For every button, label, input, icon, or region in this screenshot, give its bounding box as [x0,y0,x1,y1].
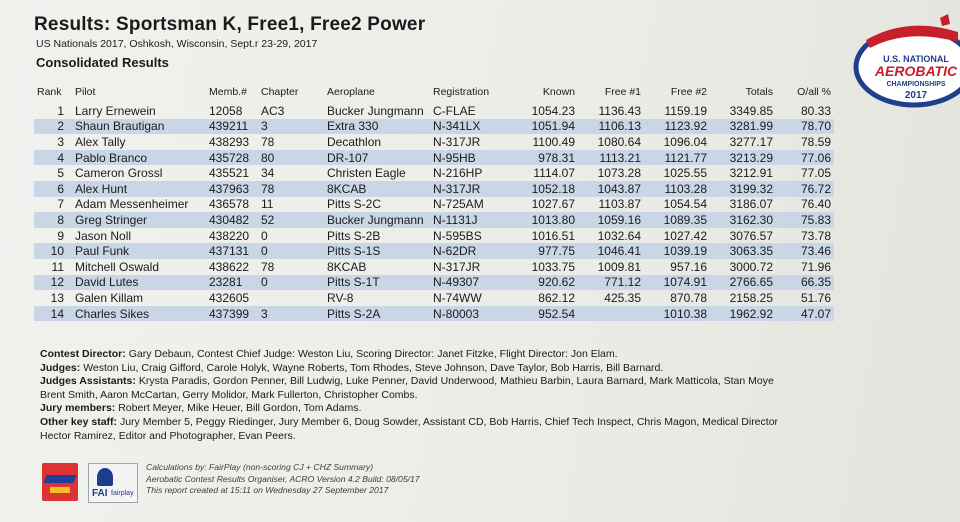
cell-rank: 14 [34,306,72,322]
cell-free1: 1106.13 [578,119,644,135]
cell-aeroplane: RV-8 [327,290,354,305]
cell-memb: 436578 [209,197,250,212]
table-row [34,165,834,181]
cell-rank: 10 [34,243,72,259]
cell-registration: N-74WW [433,290,482,305]
table-row [34,119,834,135]
cell-free2: 1010.38 [644,306,710,322]
cell-rank: 7 [57,197,64,212]
cell-free1 [578,306,644,322]
cell-pilot: David Lutes [72,275,206,291]
cell-memb: 23281 [206,275,258,291]
cell-registration: N-1131J [430,212,512,228]
col-known: Known [542,86,575,98]
cell-pilot: Galen Killam [75,290,144,305]
cell-totals: 2766.65 [710,275,776,291]
calc-line-2: Aerobatic Contest Results Organiser, ACRO Version 4.2 Build: 08/05/17 [146,473,420,484]
calc-line-3: This report created at 15:11 on Wednesday 27 September 2017 [146,485,389,495]
cell-aeroplane: Bucker Jungmann [324,212,430,228]
cell-known: 1033.75 [531,259,575,274]
cell-registration: N-341LX [430,119,512,135]
col-free2: Free #2 [670,86,707,98]
fai-fairplay-logo-icon [88,463,138,503]
fairplay-text: fairplay [111,490,134,497]
cell-rank: 11 [51,259,64,274]
table-row [34,150,834,166]
cell-known: 1027.67 [531,197,575,212]
cell-free1: 1080.64 [597,134,641,149]
table-row [34,243,834,259]
cell-registration: N-317JR [430,181,512,197]
cell-totals: 3281.99 [710,119,776,135]
logo-line1: U.S. NATIONAL [883,54,949,64]
cell-known: 1054.23 [531,103,575,118]
logo-line2: AEROBATIC [874,63,958,79]
us-nationals-logo [848,12,960,112]
cell-overall: 73.78 [800,228,831,243]
cell-pilot: Mitchell Oswald [75,259,160,274]
cell-overall: 80.33 [800,103,831,118]
cell-registration: N-595BS [433,228,482,243]
cell-registration: N-317JR [433,259,481,274]
cell-free2: 957.16 [670,259,707,274]
cell-aeroplane: Extra 330 [324,119,430,135]
cell-pilot: Jason Noll [75,228,132,243]
cell-memb: 432605 [209,290,250,305]
cell-aeroplane: DR-107 [324,150,430,166]
fai-text: FAI [92,488,108,499]
cell-pilot: Larry Ernewein [75,103,156,118]
table-row [34,197,834,213]
cell-chapter [258,290,324,306]
other-staff-cont-line: Hector Ramirez, Editor and Photographer, Evan Peers. [40,429,296,442]
cell-registration: N-725AM [433,197,484,212]
cell-memb: 430482 [206,212,258,228]
cell-memb: 439211 [206,119,258,135]
other-staff-label: Other key staff: [40,415,118,428]
cell-registration: N-62DR [430,243,512,259]
cell-memb: 435728 [206,150,258,166]
cell-free1: 1073.28 [597,166,641,181]
officials-footer [40,348,840,443]
cell-pilot: Charles Sikes [72,306,206,322]
cell-registration: N-80003 [430,306,512,322]
cell-overall: 51.76 [800,290,831,305]
cell-totals: 3076.57 [729,228,773,243]
cell-totals: 3349.85 [729,103,773,118]
cell-rank: 2 [34,119,72,135]
cell-memb: 12058 [209,103,243,118]
cell-free1: 1032.64 [597,228,641,243]
cell-overall: 66.35 [776,275,834,291]
cell-free1: 1103.87 [598,197,641,212]
judges-assistants-value: Krysta Paradis, Gordon Penner, Bill Ludwig, Luke Penner, David Underwood, Mathieu Barbin, Laura Barnard, Mark Matticola, Stan Moye [138,375,774,388]
cell-known: 952.54 [512,306,578,322]
cell-known: 1114.07 [533,166,575,181]
cell-free1: 1043.87 [578,181,644,197]
cell-chapter: 78 [258,181,324,197]
judges-label: Judges: [40,361,81,374]
cell-totals: 1962.92 [710,306,776,322]
col-overall: O/all % [797,86,831,98]
logo-line4: 2017 [904,90,928,101]
cell-totals: 3212.91 [729,166,773,181]
cell-overall: 73.46 [776,243,834,259]
cell-free2: 1025.55 [663,166,707,181]
cell-free1: 1046.41 [578,243,644,259]
contest-director-line [40,348,840,362]
contest-director-value: Gary Debaun, Contest Chief Judge: Weston Liu, Scoring Director: Janet Fitzke, Flight Director: Jon Elam. [128,348,618,360]
cell-free1: 425.35 [604,290,641,305]
cell-pilot: Shaun Brautigan [72,119,206,135]
contest-director-label: Contest Director: [40,348,126,360]
cell-memb: 437131 [206,243,258,259]
cell-chapter: 3 [258,306,324,322]
cell-totals: 3063.35 [710,243,776,259]
event-subtitle: US Nationals 2017, Oshkosh, Wisconsin, Sept.r 23-29, 2017 [36,38,318,50]
cell-rank: 13 [50,290,64,305]
cell-aeroplane: Decathlon [327,134,382,149]
table-row [34,306,834,322]
cell-pilot: Alex Hunt [72,181,206,197]
cell-overall: 78.59 [800,134,831,149]
cell-aeroplane: Pitts S-2B [327,228,381,243]
table-row [34,212,834,228]
other-staff-value: Jury Member 5, Peggy Riedinger, Jury Member 6, Doug Sowder, Assistant CD, Bob Harris, Chief Tech Inspect, Chris Magon, Medical Director [119,415,779,428]
cell-chapter: 0 [258,275,324,291]
col-memb: Memb.# [209,86,247,98]
acro-logo-icon [42,463,78,501]
cell-free2: 1074.91 [644,275,710,291]
cell-aeroplane: 8KCAB [324,181,430,197]
jury-line [40,402,840,416]
cell-free1: 1113.21 [578,150,644,166]
cell-known: 1052.18 [512,181,578,197]
cell-free2: 1096.04 [663,134,707,149]
other-staff-line [40,416,840,430]
cell-free2: 1159.19 [664,103,707,118]
cell-overall: 78.70 [776,119,834,135]
cell-chapter: 52 [258,212,324,228]
cell-free2: 1123.92 [644,119,710,135]
cell-overall: 77.06 [776,150,834,166]
cell-memb: 437399 [206,306,258,322]
col-registration: Registration [433,86,490,98]
cell-chapter: 34 [261,166,275,181]
cell-overall: 71.96 [800,259,831,274]
judges-assistants-label: Judges Assistants: [40,375,136,388]
cell-chapter: 0 [261,228,268,243]
cell-totals: 3213.29 [710,150,776,166]
cell-pilot: Greg Stringer [72,212,206,228]
calculation-credits [146,462,420,497]
cell-totals: 3162.30 [710,212,776,228]
cell-chapter: 0 [258,243,324,259]
cell-rank: 5 [57,166,64,181]
cell-aeroplane: Bucker Jungmann [327,103,424,118]
judges-assistants-cont-line: Brent Smith, Aaron McCartan, Gerry Molidor, Mark Fullerton, Christopher Combs. [40,388,418,401]
cell-aeroplane: Pitts S-2A [324,306,430,322]
cell-overall: 76.40 [800,197,831,212]
cell-registration: N-216HP [433,166,483,181]
cell-rank: 9 [57,228,64,243]
calc-line-1: Calculations by: FairPlay (non-scoring CJ + CHZ Summary) [146,462,374,472]
cell-totals: 3277.17 [729,134,773,149]
judges-value: Weston Liu, Craig Gifford, Carole Holyk, Wayne Roberts, Tom Rhodes, Steve Johnson, Dave Taylor, Bob Harris, Bill Barnard. [83,361,664,374]
col-free1: Free #1 [604,86,641,98]
cell-known: 862.12 [538,290,575,305]
cell-known: 1016.51 [531,228,575,243]
col-aeroplane: Aeroplane [327,86,375,98]
results-body [34,103,834,321]
cell-known: 920.62 [512,275,578,291]
cell-chapter: 78 [261,259,275,274]
table-row [34,275,834,291]
table-row [34,181,834,197]
logo-line3: CHAMPIONSHIPS [886,81,946,88]
cell-totals: 3199.32 [710,181,776,197]
cell-pilot: Alex Tally [75,134,126,149]
cell-memb: 438220 [209,228,250,243]
cell-chapter: 78 [261,134,275,149]
cell-free1: 1059.16 [578,212,644,228]
cell-memb: 437963 [206,181,258,197]
cell-memb: 438293 [209,134,250,149]
cell-pilot: Paul Funk [72,243,206,259]
cell-free1: 1136.43 [598,103,641,118]
cell-rank: 12 [34,275,72,291]
table-row [34,134,834,150]
table-row [34,259,834,275]
page-title: Results: Sportsman K, Free1, Free2 Power [34,14,426,35]
sponsor-badges [42,463,140,501]
cell-known: 977.75 [512,243,578,259]
cell-overall: 76.72 [776,181,834,197]
cell-overall: 47.07 [776,306,834,322]
cell-pilot: Cameron Grossl [75,166,163,181]
cell-memb: 435521 [209,166,250,181]
table-row [34,228,834,244]
jury-label: Jury members: [40,402,116,415]
section-heading: Consolidated Results [36,55,169,70]
cell-registration: N-49307 [430,275,512,291]
cell-free1: 771.12 [578,275,644,291]
cell-chapter: 3 [258,119,324,135]
cell-memb: 438622 [209,259,250,274]
cell-rank: 3 [57,134,64,149]
cell-known: 978.31 [512,150,578,166]
cell-chapter: 11 [261,197,274,212]
table-header-row [34,84,834,103]
cell-rank: 4 [34,150,72,166]
cell-registration: N-317JR [433,134,481,149]
col-chapter: Chapter [261,86,299,98]
cell-chapter: AC3 [261,103,285,118]
cell-known: 1100.49 [532,134,575,149]
jury-value: Robert Meyer, Mike Heuer, Bill Gordon, Tom Adams. [118,402,362,415]
cell-aeroplane: 8KCAB [327,259,367,274]
cell-totals: 2158.25 [729,290,773,305]
results-table [34,84,834,321]
cell-aeroplane: Pitts S-1T [324,275,430,291]
cell-known: 1051.94 [512,119,578,135]
cell-rank: 1 [57,103,64,118]
cell-aeroplane: Pitts S-1S [324,243,430,259]
cell-aeroplane: Christen Eagle [327,166,406,181]
cell-known: 1013.80 [512,212,578,228]
cell-free2: 1121.77 [644,150,710,166]
cell-pilot: Pablo Branco [72,150,206,166]
cell-totals: 3000.72 [729,259,773,274]
cell-free2: 1089.35 [644,212,710,228]
cell-pilot: Adam Messenheimer [75,197,189,212]
cell-rank: 6 [34,181,72,197]
cell-overall: 75.83 [776,212,834,228]
table-row [34,290,834,306]
cell-free2: 1039.19 [644,243,710,259]
logo-plane-icon [940,14,950,26]
cell-free2: 870.78 [670,290,707,305]
cell-chapter: 80 [258,150,324,166]
cell-overall: 77.05 [800,166,831,181]
cell-registration: N-95HB [430,150,512,166]
cell-free2: 1027.42 [663,228,707,243]
cell-aeroplane: Pitts S-2C [327,197,382,212]
judges-assistants-line [40,375,840,389]
cell-free2: 1103.28 [644,181,710,197]
cell-free2: 1054.54 [663,197,707,212]
cell-rank: 8 [34,212,72,228]
judges-line [40,362,840,376]
col-totals: Totals [745,86,773,98]
col-rank: Rank [37,86,62,98]
table-row [34,103,834,119]
cell-totals: 3186.07 [729,197,773,212]
cell-registration: C-FLAE [433,103,476,118]
col-pilot: Pilot [75,86,96,98]
cell-free1: 1009.81 [597,259,641,274]
